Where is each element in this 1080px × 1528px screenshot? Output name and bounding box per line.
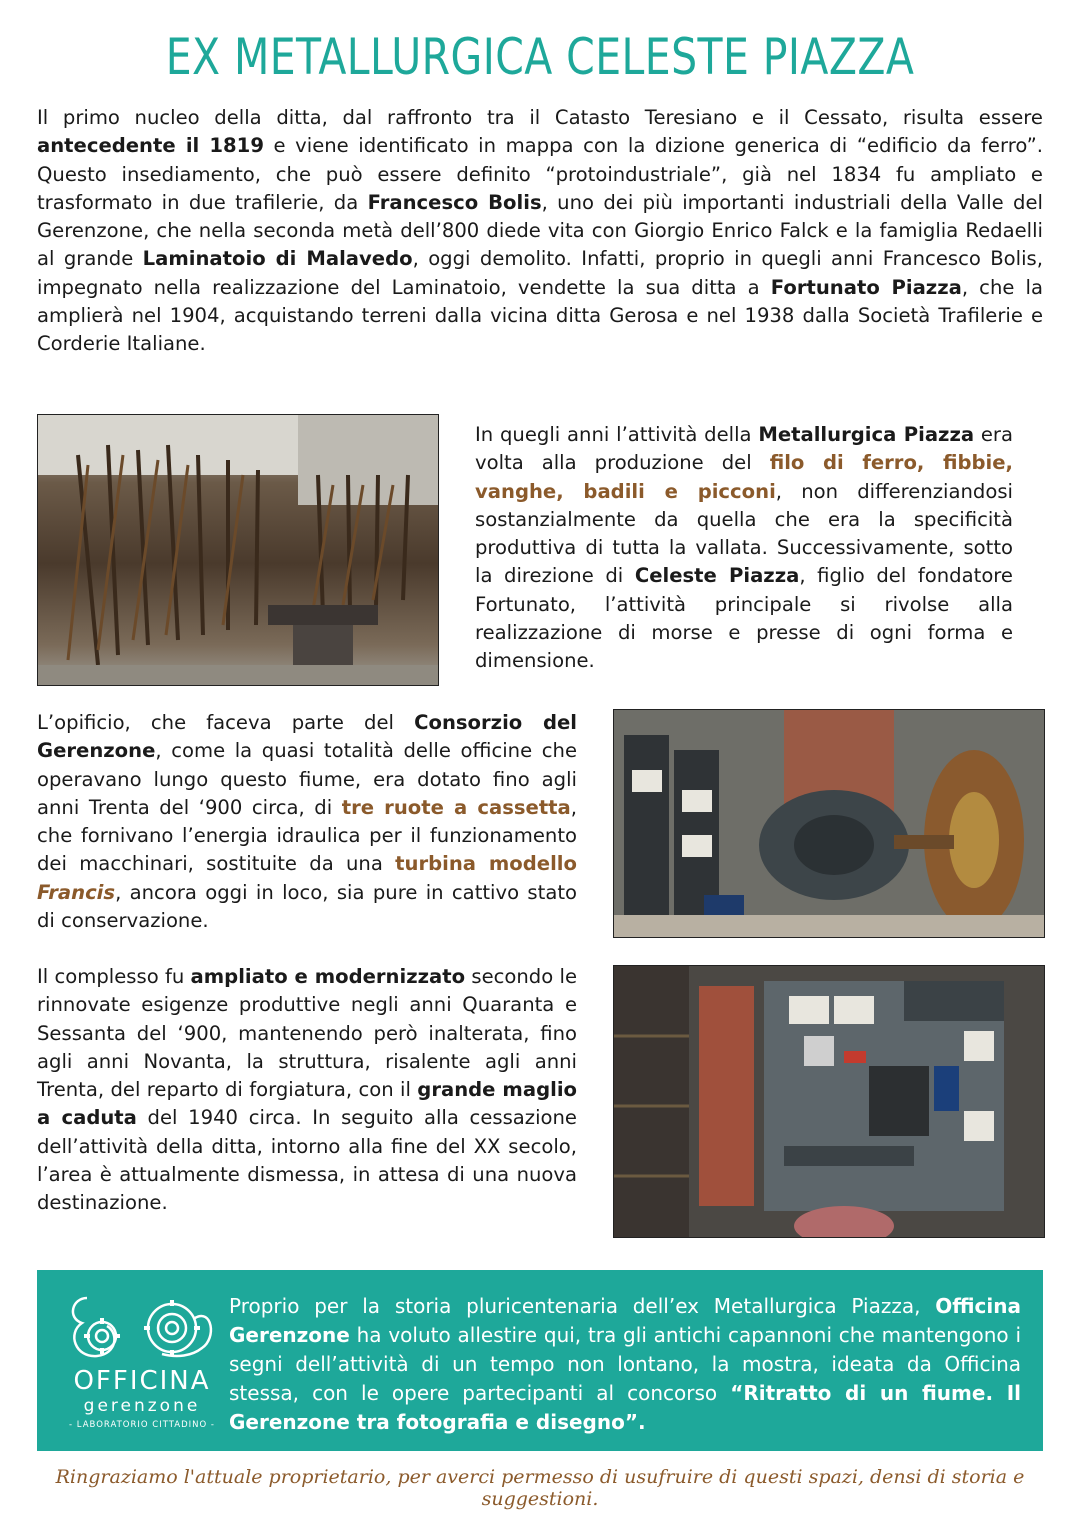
logo-officina-text: OFFICINA — [73, 1366, 211, 1396]
logo-tagline-text: - LABORATORIO CITTADINO - — [69, 1420, 215, 1430]
modernization-paragraph: Il complesso fu ampliato e modernizzato secondo le rinnovate esigenze produttive negli anni Quaranta e Sessanta del ‘900, mantenendo però inalterata, fino agli anni Novanta, la struttura, risalente agli anni Trenta, del reparto di forgiatura, con il grande maglio a caduta del 1940 circa. In seguito alla cessazione dell’attività della ditta, intorno alla fine del XX secolo, l’area è attualmente dismessa, in attesa di una nuova destinazione. — [37, 965, 577, 1215]
intro-paragraph: Il primo nucleo della ditta, dal raffronto tra il Catasto Teresiano e il Cessato, risulta essere antecedente il 1819 e viene identificato in mappa con la dizione generica di “edificio da ferro”. Questo insediamento, che può essere definito “protoindustriale”, già nel 1834 fu ampliato e trasformato in due trafilerie, da Francesco Bolis, uno dei più importanti industriali della Valle del Gerenzone, che nella seconda metà dell’800 diede vita con Giorgio Enrico Falck e la famiglia Redaelli al grande Laminatoio di Malavedo, oggi demolito. Infatti, proprio in quegli anni Francesco Bolis, impegnato nella realizzazione del Laminatoio, vendette la sua ditta a Fortunato Piazza, che la amplierà nel 1904, acquistando terreni dalla vicina ditta Gerosa e nel 1938 dalla Società Trafilerie e Corderie Italiane. — [37, 106, 1043, 356]
opificio-paragraph: L’opificio, che faceva parte del Consorzio del Gerenzone, come la quasi totalità delle officine che operavano lungo questo fiume, era dotato fino agli anni Trenta del ‘900 circa, di tre ruote a cassetta, che fornivano l’energia idraulica per il funzionamento dei macchinari, sostituite da una turbina modello Francis, ancora oggi in loco, sia pure in cattivo stato di conservazione. — [37, 711, 578, 933]
page-title: EX METALLURGICA CELESTE PIAZZA — [165, 28, 915, 86]
officina-gerenzone-logo — [57, 1288, 227, 1438]
officina-banner — [37, 1270, 1043, 1451]
photo-turbine-motor — [613, 709, 1045, 938]
gears-logo-icon — [57, 1288, 227, 1368]
production-paragraph: In quegli anni l’attività della Metallurgica Piazza era volta alla produzione del filo di ferro, fibbie, vanghe, badili e picconi, non differenziandosi sostanzialmente da quella che era la specificità produttiva di tutta la vallata. Successivamente, sotto la direzione di Celeste Piazza, figlio del fondatore Fortunato, l’attività principale si rivolse alla realizzazione di morse e presse di ogni forma e dimensione. — [475, 423, 1013, 673]
panel-photo-illustration — [614, 966, 1044, 1237]
photo-electrical-panel — [613, 965, 1045, 1238]
motor-photo-illustration — [614, 710, 1044, 937]
tools-photo-illustration — [38, 415, 438, 685]
banner-paragraph: Proprio per la storia pluricentenaria dell’ex Metallurgica Piazza, Officina Gerenzone ha voluto allestire qui, tra gli antichi capannoni che mantengono i segni dell’attività di un tempo non lontano, la mostra, ideata da Officina stessa, con le opere partecipanti al concorso “Ritratto di un fiume. Il Gerenzone tra fotografia e disegno”. — [229, 1294, 1021, 1434]
logo-gerenzone-text: gerenzone — [83, 1396, 201, 1416]
thanks-footer: Ringraziamo l'attuale proprietario, per averci permesso di usufruire di questi spazi, densi di storia e suggestioni. — [55, 1466, 1025, 1510]
photo-tools-workshop — [37, 414, 439, 686]
